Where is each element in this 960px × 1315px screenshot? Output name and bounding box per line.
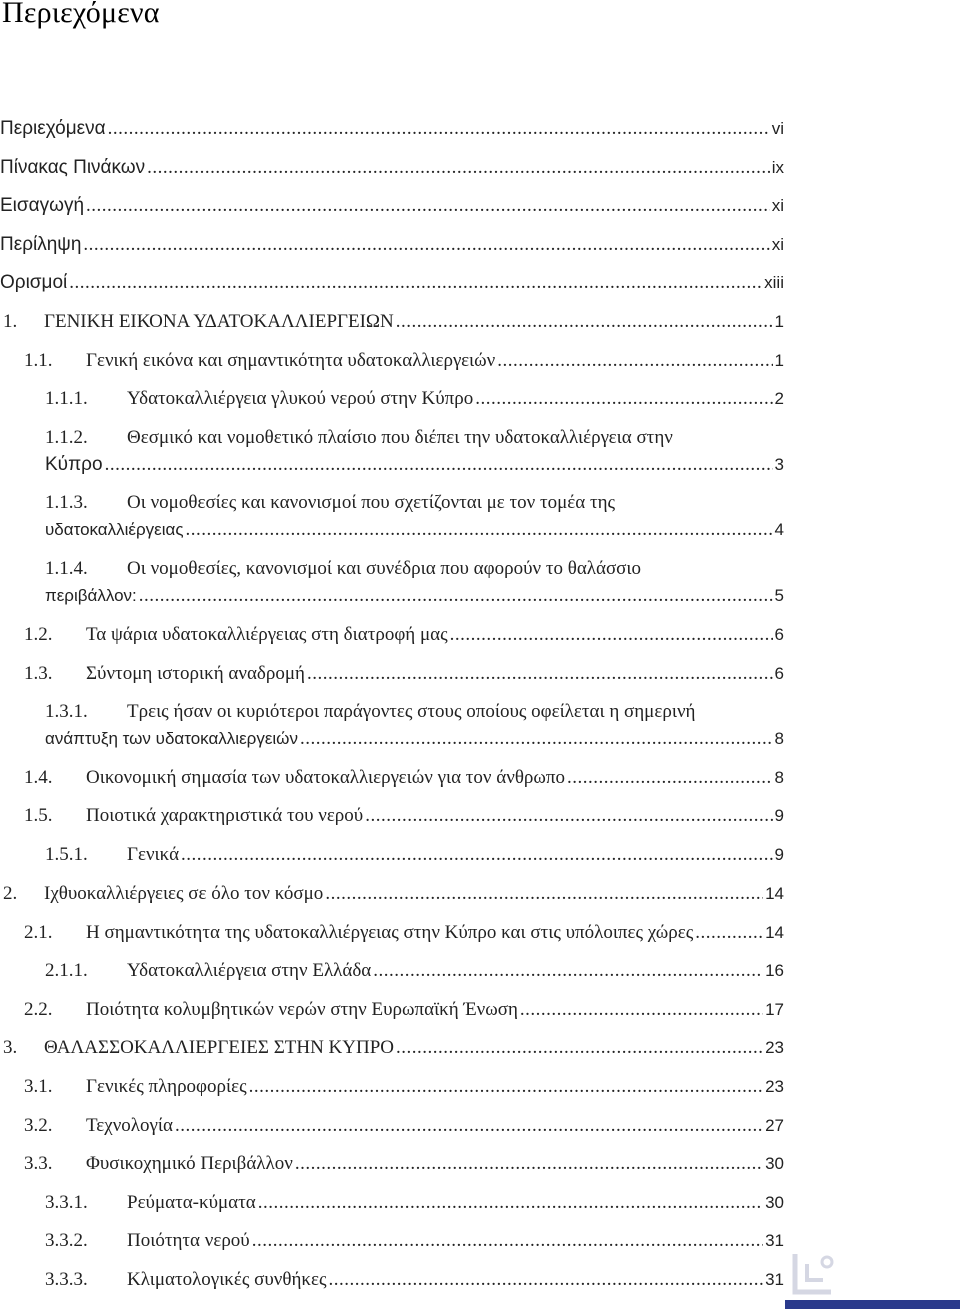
toc-entry-page: 6 xyxy=(774,664,784,683)
toc-entry-number: 3.2. xyxy=(24,1115,53,1136)
toc-entry-number: 2.1.1. xyxy=(45,960,88,981)
toc-entry-page: 1 xyxy=(774,312,784,331)
dot-leader xyxy=(258,1191,763,1215)
toc-entry-page: 2 xyxy=(774,389,784,408)
toc-entry-title[interactable]: Γενικές πληροφορίες xyxy=(86,1076,247,1097)
dot-leader xyxy=(396,1036,763,1060)
toc-entry[interactable] xyxy=(44,1036,784,1060)
dot-leader xyxy=(175,1114,763,1138)
dot-leader xyxy=(396,310,773,334)
toc-entry-page: 14 xyxy=(765,923,784,942)
toc-entry-page: 9 xyxy=(774,845,784,864)
dot-leader xyxy=(695,921,763,945)
toc-entry-page: 3 xyxy=(774,455,784,474)
toc-entry-title[interactable]: Τρεις ήσαν οι κυριότεροι παράγοντες στους οποίους οφείλεται η σημερινή xyxy=(127,701,696,722)
dot-leader xyxy=(83,233,769,257)
toc-entry-number: 1. xyxy=(3,311,18,332)
toc-entry[interactable] xyxy=(127,843,784,867)
toc-entry[interactable] xyxy=(127,1268,784,1292)
toc-entry-page: 9 xyxy=(774,806,784,825)
toc-entry[interactable] xyxy=(45,584,784,608)
toc-entry-title-continuation[interactable]: Κύπρο xyxy=(45,454,103,475)
toc-entry-title[interactable]: Τεχνολογία xyxy=(86,1115,173,1136)
dot-leader xyxy=(475,387,772,411)
dot-leader xyxy=(105,453,773,477)
dot-leader xyxy=(300,727,773,751)
toc-entry[interactable] xyxy=(127,1191,784,1215)
toc-entry-page: 6 xyxy=(774,625,784,644)
toc-entry[interactable] xyxy=(0,156,784,180)
toc-entry-number: 2. xyxy=(3,883,18,904)
toc-entry-title[interactable]: Ορισμοί xyxy=(0,272,68,293)
toc-entry-page: 23 xyxy=(765,1038,784,1057)
page-title: Περιεχόμενα xyxy=(2,0,160,29)
toc-entry[interactable] xyxy=(127,959,784,983)
toc-entry-number: 3. xyxy=(3,1037,18,1058)
toc-entry[interactable] xyxy=(45,727,784,751)
toc-entry-page: ix xyxy=(771,158,784,177)
toc-entry-title[interactable]: Περιεχόμενα xyxy=(0,118,106,139)
toc-entry[interactable] xyxy=(86,921,784,945)
toc-entry-page: 23 xyxy=(765,1077,784,1096)
toc-entry-title[interactable]: Φυσικοχημικό Περιβάλλον xyxy=(86,1153,293,1174)
dot-leader xyxy=(181,843,773,867)
toc-entry-number: 1.2. xyxy=(24,624,53,645)
toc-entry-number: 1.5.1. xyxy=(45,844,88,865)
toc-entry-page: 17 xyxy=(765,1000,784,1019)
toc-entry-number: 3.3. xyxy=(24,1153,53,1174)
toc-entry[interactable] xyxy=(0,117,784,141)
dot-leader xyxy=(497,349,772,373)
toc-entry-title[interactable]: Υδατοκαλλιέργεια στην Ελλάδα xyxy=(127,960,372,981)
dot-leader xyxy=(373,959,763,983)
toc-entry-title[interactable]: Η σημαντικότητα της υδατοκαλλιέργειας στην Κύπρο και στις υπόλοιπες χώρες xyxy=(86,922,694,943)
toc-entry[interactable] xyxy=(86,998,784,1022)
toc-entry-page: 16 xyxy=(765,961,784,980)
watermark-bar xyxy=(785,1300,960,1309)
toc-entry-number: 1.4. xyxy=(24,767,53,788)
toc-entry-title[interactable]: Γενική εικόνα και σημαντικότητα υδατοκαλλιεργειών xyxy=(86,350,496,371)
toc-entry-number: 1.1.1. xyxy=(45,388,88,409)
toc-entry-number: 1.5. xyxy=(24,805,53,826)
toc-entry-page: 14 xyxy=(765,884,784,903)
toc-entry[interactable] xyxy=(127,1229,784,1253)
dot-leader xyxy=(186,518,773,542)
toc-entry-title[interactable]: Γενικά xyxy=(127,844,180,865)
dot-leader xyxy=(450,623,773,647)
toc-entry-page: xiii xyxy=(764,273,784,292)
toc-entry-title[interactable]: Τα ψάρια υδατοκαλλιέργειας στη διατροφή μας xyxy=(86,624,448,645)
toc-entry-title[interactable]: ΘΑΛΑΣΣΟΚΑΛΛΙΕΡΓΕΙΕΣ ΣΤΗΝ ΚΥΠΡΟ xyxy=(44,1037,395,1058)
toc-entry-title[interactable]: Ποιότητα νερού xyxy=(127,1230,250,1251)
toc-entry-page: vi xyxy=(771,119,784,138)
dot-leader xyxy=(329,1268,764,1292)
toc-entry-page: xi xyxy=(771,235,784,254)
toc-entry-number: 1.3.1. xyxy=(45,701,88,722)
dot-leader xyxy=(307,662,773,686)
toc-entry-number: 3.3.2. xyxy=(45,1230,88,1251)
toc-entry-page: 30 xyxy=(765,1193,784,1212)
toc-entry-title[interactable]: Οι νομοθεσίες, κανονισμοί και συνέδρια που αφορούν το θαλάσσιο xyxy=(127,558,642,579)
toc-entry[interactable] xyxy=(45,453,784,477)
toc-entry-title[interactable]: Περίληψη xyxy=(0,234,82,255)
toc-entry[interactable] xyxy=(44,310,784,334)
toc-entry[interactable] xyxy=(0,233,784,257)
toc-entry-page: 4 xyxy=(774,520,784,539)
toc-entry[interactable] xyxy=(86,766,784,790)
toc-entry[interactable] xyxy=(45,518,784,542)
dot-leader xyxy=(567,766,773,790)
toc-entry-title[interactable]: Ιχθυοκαλλιέργειες σε όλο τον κόσμο xyxy=(44,883,324,904)
toc-entry-number: 2.2. xyxy=(24,999,53,1020)
toc-entry-page: 31 xyxy=(765,1231,784,1250)
toc-entry-number: 2.1. xyxy=(24,922,53,943)
dot-leader xyxy=(69,271,762,295)
toc-entry-title[interactable]: Οι νομοθεσίες και κανονισμοί που σχετίζονται με τον τομέα της xyxy=(127,492,616,513)
toc-entry[interactable] xyxy=(86,1152,784,1176)
toc-entry[interactable] xyxy=(0,271,784,295)
dot-leader xyxy=(295,1152,763,1176)
toc-entry[interactable] xyxy=(86,662,784,686)
toc-entry-number: 1.1.2. xyxy=(45,427,88,448)
toc-entry-title[interactable]: Εισαγωγή xyxy=(0,195,85,216)
toc-entry-title[interactable]: Ποιοτικά χαρακτηριστικά του νερού xyxy=(86,805,364,826)
dot-leader xyxy=(108,117,770,141)
toc-entry[interactable] xyxy=(86,349,784,373)
toc-entry[interactable] xyxy=(127,387,784,411)
toc-entry-title[interactable]: Οικονομική σημασία των υδατοκαλλιεργειών για τον άνθρωπο xyxy=(86,767,565,788)
toc-entry-title[interactable]: Σύντομη ιστορική αναδρομή xyxy=(86,663,305,684)
toc-entry-page: 5 xyxy=(774,586,784,605)
dot-leader xyxy=(365,804,772,828)
dot-leader xyxy=(325,882,763,906)
toc-entry-title[interactable]: Ρεύματα-κύματα xyxy=(127,1192,256,1213)
toc-entry[interactable] xyxy=(86,1075,784,1099)
toc-entry-page: 31 xyxy=(765,1270,784,1289)
toc-entry-number: 1.1. xyxy=(24,350,53,371)
dot-leader xyxy=(520,998,763,1022)
toc-entry-number: 3.1. xyxy=(24,1076,53,1097)
toc-entry-title[interactable]: Πίνακας Πινάκων xyxy=(0,157,146,178)
toc-entry-page: 1 xyxy=(774,351,784,370)
toc-entry-number: 3.3.1. xyxy=(45,1192,88,1213)
toc-entry-number: 1.3. xyxy=(24,663,53,684)
toc-entry-page: xi xyxy=(771,196,784,215)
dot-leader xyxy=(147,156,770,180)
dot-leader xyxy=(139,584,773,608)
toc-entry-page: 8 xyxy=(774,729,784,748)
toc-entry[interactable] xyxy=(44,882,784,906)
dot-leader xyxy=(86,194,770,218)
dot-leader xyxy=(249,1075,763,1099)
toc-entry-title[interactable]: Ποιότητα κολυμβητικών νερών στην Ευρωπαϊκή Ένωση xyxy=(86,999,518,1020)
toc-entry-number: 1.1.4. xyxy=(45,558,88,579)
toc-entry-number: 1.1.3. xyxy=(45,492,88,513)
toc-entry-page: 8 xyxy=(774,768,784,787)
dot-leader xyxy=(252,1229,763,1253)
toc-entry-page: 30 xyxy=(765,1154,784,1173)
toc-entry-title-continuation[interactable]: υδατοκαλλιέργειας xyxy=(45,520,184,539)
toc-entry-title[interactable]: Κλιματολογικές συνθήκες xyxy=(127,1269,327,1290)
toc-entry-title-continuation[interactable]: περιβάλλον: xyxy=(45,586,137,605)
toc-entry-page: 27 xyxy=(765,1116,784,1135)
toc-entry[interactable] xyxy=(86,1114,784,1138)
toc-entry-title[interactable]: Υδατοκαλλιέργεια γλυκού νερού στην Κύπρο xyxy=(127,388,474,409)
toc-entry-title[interactable]: Θεσμικό και νομοθετικό πλαίσιο που διέπει την υδατοκαλλιέργεια στην xyxy=(127,427,673,448)
toc-entry-number: 3.3.3. xyxy=(45,1269,88,1290)
toc-entry-title-continuation[interactable]: ανάπτυξη των υδατοκαλλιεργειών xyxy=(45,729,298,748)
toc-entry[interactable] xyxy=(0,194,784,218)
toc-entry[interactable] xyxy=(86,804,784,828)
toc-entry-title[interactable]: ΓΕΝΙΚΗ ΕΙΚΟΝΑ ΥΔΑΤΟΚΑΛΛΙΕΡΓΕΙΩΝ xyxy=(44,311,394,332)
toc-entry[interactable] xyxy=(86,623,784,647)
